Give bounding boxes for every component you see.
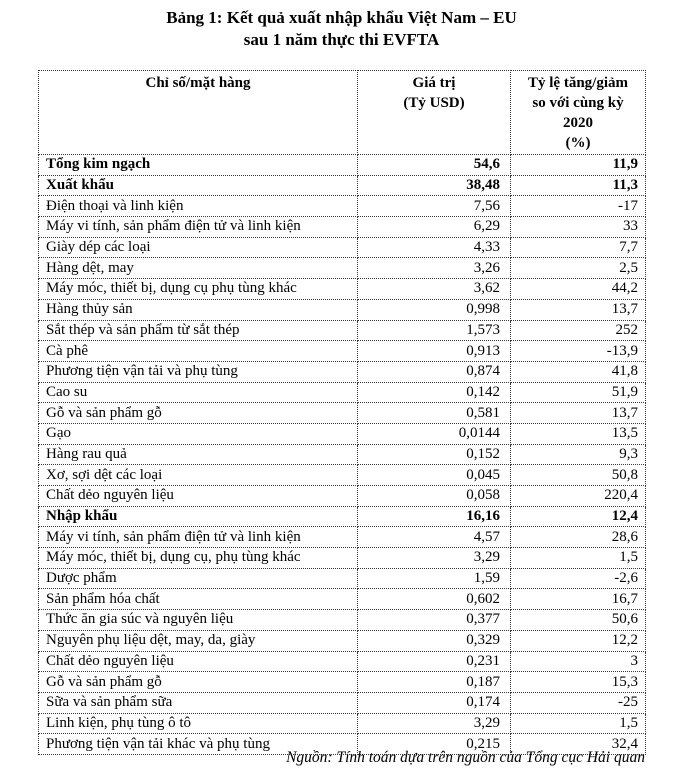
header-line: (Tỷ USD) [403,95,465,111]
row-value: 0,874 [358,361,511,382]
table-row [39,527,646,548]
row-label: Xơ, sợi dệt các loại [39,465,358,486]
row-change: 252 [511,320,646,341]
row-value: 0,045 [358,465,511,486]
row-label: Máy vi tính, sản phẩm điện tử và linh kiện [39,527,358,548]
row-value: 0,0144 [358,423,511,444]
row-label: Chất dẻo nguyên liệu [39,486,358,507]
row-change: 41,8 [511,361,646,382]
row-change: 220,4 [511,486,646,507]
table-row [39,341,646,362]
row-change: 50,6 [511,610,646,631]
header-line: Giá trị [412,75,456,91]
row-change: -17 [511,196,646,217]
row-change: 32,4 [511,734,646,755]
table-row [39,237,646,258]
col-header-indicator [39,71,358,155]
table-row [39,361,646,382]
header-line: so với cùng kỳ [532,95,624,111]
row-change: 50,8 [511,465,646,486]
table-row [39,692,646,713]
row-change: 7,7 [511,237,646,258]
row-change: 1,5 [511,713,646,734]
row-label: Gạo [39,423,358,444]
row-label: Máy vi tính, sản phẩm điện tử và linh kiện [39,217,358,238]
table-header [39,71,646,155]
row-change: 12,2 [511,630,646,651]
trade-results-table [38,70,646,755]
row-value: 0,602 [358,589,511,610]
row-value: 3,29 [358,548,511,569]
table-row [39,486,646,507]
row-label: Gỗ và sản phẩm gỗ [39,672,358,693]
row-value: 0,058 [358,486,511,507]
row-value: 4,57 [358,527,511,548]
row-label: Hàng dệt, may [39,258,358,279]
row-label: Cà phê [39,341,358,362]
table-row [39,548,646,569]
table-row [39,444,646,465]
row-label: Tổng kim ngạch [39,155,358,176]
table-row [39,713,646,734]
row-label: Thức ăn gia súc và nguyên liệu [39,610,358,631]
row-change: 13,7 [511,299,646,320]
table-row [39,320,646,341]
row-value: 0,377 [358,610,511,631]
header-line: Chỉ số/mặt hàng [145,75,251,91]
row-label: Điện thoại và linh kiện [39,196,358,217]
table-row [39,651,646,672]
header-line: 2020 [563,115,593,131]
col-header-change [511,71,646,155]
row-label: Sản phẩm hóa chất [39,589,358,610]
row-change: -13,9 [511,341,646,362]
row-label: Phương tiện vận tải khác và phụ tùng [39,734,358,755]
row-value: 3,29 [358,713,511,734]
row-change: -25 [511,692,646,713]
row-label: Giày dép các loại [39,237,358,258]
row-value: 38,48 [358,175,511,196]
row-change: 11,3 [511,175,646,196]
header-line: Tỷ lệ tăng/giảm [528,75,628,91]
title-line-2: sau 1 năm thực thi EVFTA [243,30,440,49]
row-value: 3,26 [358,258,511,279]
row-change: 9,3 [511,444,646,465]
row-value: 1,573 [358,320,511,341]
table-row [39,217,646,238]
row-value: 0,215 [358,734,511,755]
row-change: 15,3 [511,672,646,693]
row-value: 16,16 [358,506,511,527]
row-change: 2,5 [511,258,646,279]
row-label: Linh kiện, phụ tùng ô tô [39,713,358,734]
row-change: 28,6 [511,527,646,548]
table-row [39,610,646,631]
table-row [39,630,646,651]
row-label: Gỗ và sản phẩm gỗ [39,403,358,424]
row-label: Sắt thép và sản phẩm từ sắt thép [39,320,358,341]
row-value: 0,187 [358,672,511,693]
row-change: 44,2 [511,279,646,300]
row-change: 51,9 [511,382,646,403]
table-title [0,7,683,51]
table-row [39,672,646,693]
row-value: 0,152 [358,444,511,465]
title-line-1: Bảng 1: Kết quả xuất nhập khẩu Việt Nam – EU [166,8,517,27]
row-change: 11,9 [511,155,646,176]
row-label: Phương tiện vận tải và phụ tùng [39,361,358,382]
row-value: 0,581 [358,403,511,424]
row-value: 6,29 [358,217,511,238]
table-row [39,299,646,320]
row-change: 3 [511,651,646,672]
table-row [39,465,646,486]
row-value: 0,998 [358,299,511,320]
row-change: 1,5 [511,548,646,569]
table-row [39,382,646,403]
row-value: 0,174 [358,692,511,713]
row-label: Hàng rau quả [39,444,358,465]
table-row [39,403,646,424]
row-change: -2,6 [511,568,646,589]
table-row [39,258,646,279]
row-label: Chất dẻo nguyên liệu [39,651,358,672]
row-label: Nhập khẩu [39,506,358,527]
row-value: 54,6 [358,155,511,176]
row-value: 4,33 [358,237,511,258]
row-value: 3,62 [358,279,511,300]
row-label: Sữa và sản phẩm sữa [39,692,358,713]
table-row [39,196,646,217]
row-value: 1,59 [358,568,511,589]
table-row [39,279,646,300]
section-row [39,175,646,196]
table-body [39,155,646,755]
row-value: 0,142 [358,382,511,403]
table-row [39,568,646,589]
table-row [39,423,646,444]
row-label: Máy móc, thiết bị, dụng cụ, phụ tùng khác [39,548,358,569]
section-row [39,506,646,527]
row-change: 13,7 [511,403,646,424]
row-label: Xuất khẩu [39,175,358,196]
source-note: Nguồn: Tính toán dựa trên nguồn của Tổng cục Hải quan [286,749,645,766]
header-line: (%) [565,135,591,151]
row-value: 0,329 [358,630,511,651]
row-label: Máy móc, thiết bị, dụng cụ phụ tùng khác [39,279,358,300]
row-label: Nguyên phụ liệu dệt, may, da, giày [39,630,358,651]
table-row [39,589,646,610]
col-header-value [358,71,511,155]
row-change: 33 [511,217,646,238]
row-value: 0,913 [358,341,511,362]
header-row [39,71,646,155]
section-row [39,155,646,176]
row-value: 0,231 [358,651,511,672]
row-value: 7,56 [358,196,511,217]
row-change: 13,5 [511,423,646,444]
row-label: Cao su [39,382,358,403]
row-change: 16,7 [511,589,646,610]
row-change: 12,4 [511,506,646,527]
row-label: Dược phẩm [39,568,358,589]
row-label: Hàng thủy sản [39,299,358,320]
